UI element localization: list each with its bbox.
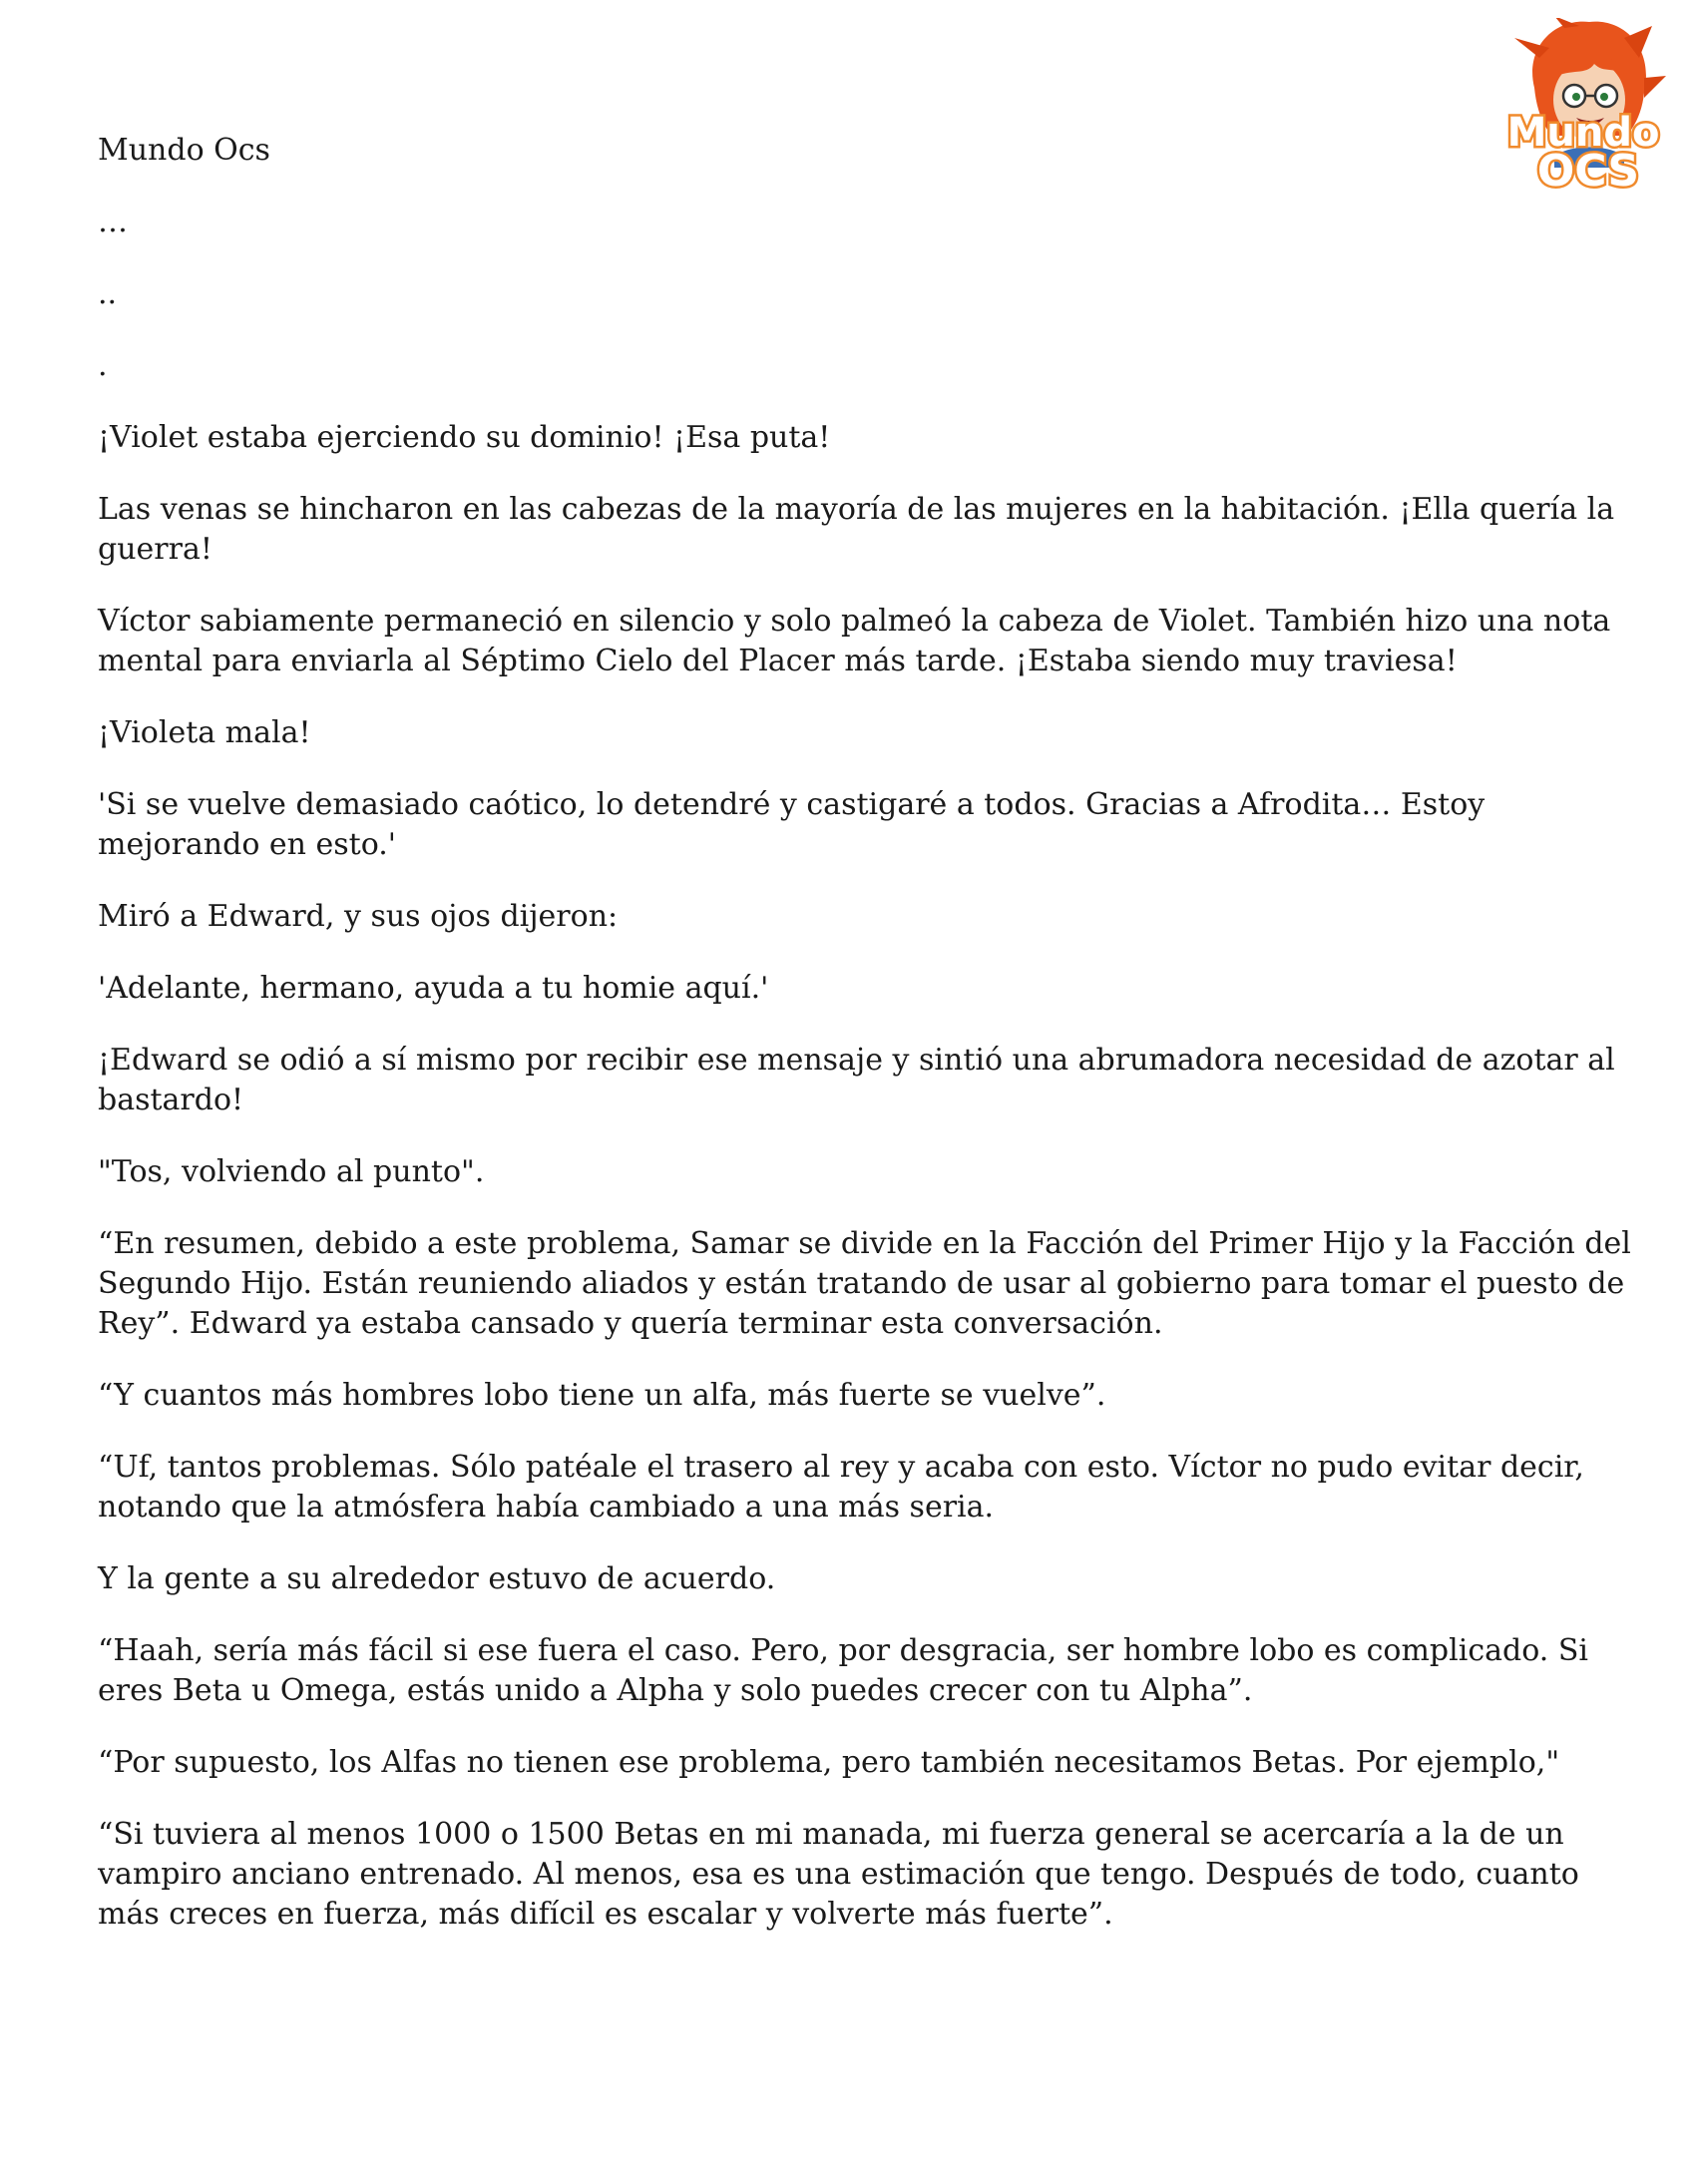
paragraph: Y la gente a su alrededor estuvo de acuerdo. bbox=[98, 1561, 776, 1596]
paragraph: … bbox=[98, 205, 128, 239]
paragraph: ¡Violet estaba ejerciendo su dominio! ¡Esa puta! bbox=[98, 420, 831, 455]
paragraph: “Haah, sería más fácil si ese fuera el caso. Pero, por desgracia, ser hombre lobo es complicado. Si eres Beta u Omega, estás unido a Alpha y solo puedes crecer con tu Alpha”. bbox=[98, 1633, 1588, 1708]
logo-word-top: Mundo bbox=[1506, 110, 1660, 156]
paragraph: . bbox=[98, 348, 108, 383]
paragraph: ¡Violeta mala! bbox=[98, 715, 311, 750]
paragraph: ¡Edward se odió a sí mismo por recibir ese mensaje y sintió una abrumadora necesidad de azotar al bastardo! bbox=[98, 1043, 1615, 1117]
logo-word-bottom: OCS bbox=[1536, 146, 1640, 194]
paragraph: “Uf, tantos problemas. Sólo patéale el trasero al rey y acaba con esto. Víctor no pudo evitar decir, notando que la atmósfera había cambiado a una más seria. bbox=[98, 1450, 1584, 1525]
paragraph: "Tos, volviendo al punto". bbox=[98, 1154, 485, 1189]
paragraph: Víctor sabiamente permaneció en silencio y solo palmeó la cabeza de Violet. También hizo una nota mental para enviarla al Séptimo Cielo del Placer más tarde. ¡Estaba siendo muy traviesa! bbox=[98, 604, 1611, 678]
document-body bbox=[98, 131, 1634, 1966]
paragraph: 'Si se vuelve demasiado caótico, lo detendré y castigaré a todos. Gracias a Afrodita… Estoy mejorando en esto.' bbox=[98, 787, 1485, 862]
paragraph: .. bbox=[98, 276, 118, 311]
paragraph: Miró a Edward, y sus ojos dijeron: bbox=[98, 899, 619, 934]
paragraph: “Y cuantos más hombres lobo tiene un alfa, más fuerte se vuelve”. bbox=[98, 1378, 1106, 1413]
paragraph: “Si tuviera al menos 1000 o 1500 Betas en mi manada, mi fuerza general se acercaría a la de un vampiro anciano entrenado. Al menos, esa es una estimación que tengo. Después de todo, cuanto más creces en fuerza, más difícil es escalar y volverte más fuerte”. bbox=[98, 1817, 1579, 1932]
paragraph: “Por supuesto, los Alfas no tienen ese problema, pero también necesitamos Betas. Por ejemplo," bbox=[98, 1745, 1560, 1780]
paragraph: Las venas se hincharon en las cabezas de la mayoría de las mujeres en la habitación. ¡Ella quería la guerra! bbox=[98, 492, 1615, 567]
paragraph: Mundo Ocs bbox=[98, 133, 270, 168]
paragraph: 'Adelante, hermano, ayuda a tu homie aquí.' bbox=[98, 971, 769, 1006]
paragraph: “En resumen, debido a este problema, Samar se divide en la Facción del Primer Hijo y la Facción del Segundo Hijo. Están reuniendo aliados y están tratando de usar al gobierno para tomar el puesto de Rey”. Edward ya estaba cansado y quería terminar esta conversación. bbox=[98, 1226, 1631, 1341]
